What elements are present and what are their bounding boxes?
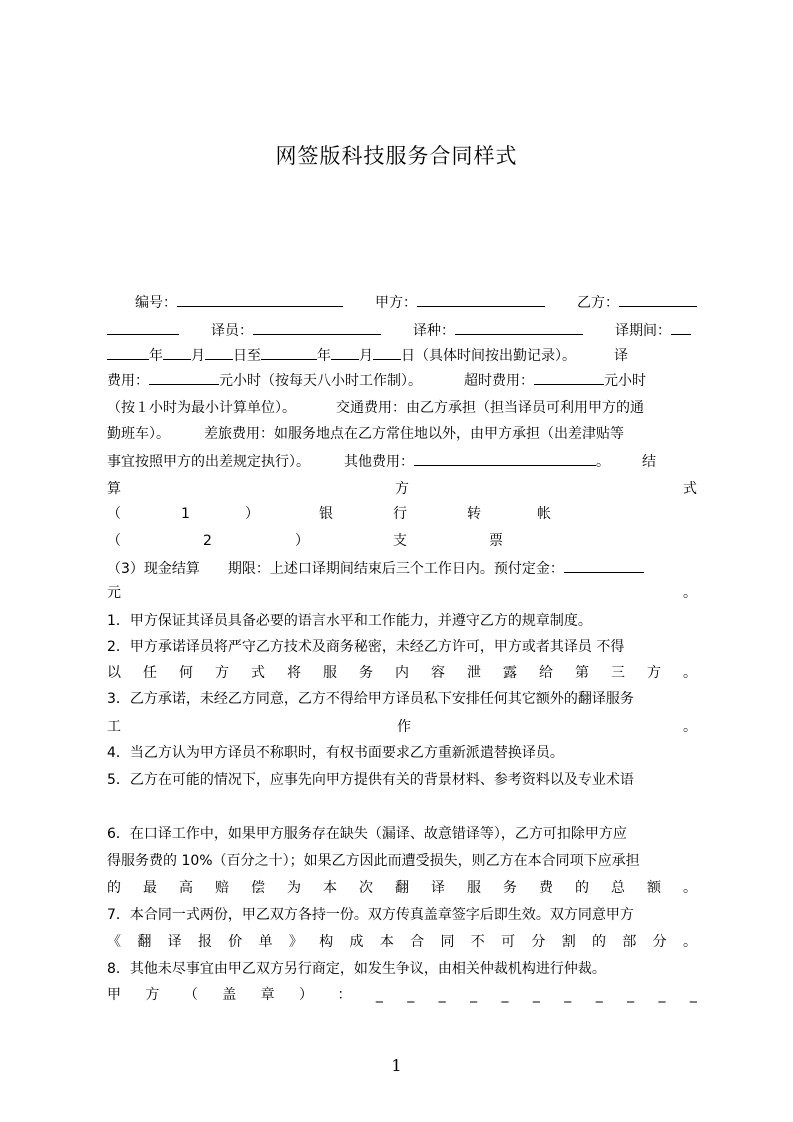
start-year-field[interactable] <box>107 346 149 360</box>
char: ） <box>295 533 309 549</box>
char: （ <box>107 533 121 549</box>
cash-line <box>107 559 644 578</box>
signature-blank[interactable]: _ <box>470 987 478 1003</box>
deposit-field[interactable] <box>564 559 644 573</box>
signature-blank[interactable]: _ <box>438 987 446 1003</box>
fee-line <box>107 371 646 390</box>
period-field[interactable] <box>671 321 691 335</box>
char: 次 <box>359 880 373 896</box>
char: 务 <box>359 665 373 681</box>
char: 银 <box>319 506 333 522</box>
fee-head: 译 <box>614 348 628 364</box>
clause-6-cont: 得服务费的 10%（百分之十）；如果乙方因此而遭受损失，则乙方在本合同项下应承担 <box>107 853 640 869</box>
cash-text: （3）现金结算 <box>107 561 200 577</box>
char: ） <box>299 987 314 1003</box>
header-line-2 <box>107 321 691 340</box>
char: 价 <box>228 934 243 950</box>
signature-blank[interactable]: _ <box>658 987 666 1003</box>
char: ： <box>337 987 352 1003</box>
day-to-label: 日至 <box>233 348 261 364</box>
char: ） <box>245 506 259 522</box>
end-month-field[interactable] <box>331 346 359 360</box>
char: 成 <box>349 934 364 950</box>
char: 服 <box>467 880 481 896</box>
signature-blank[interactable]: _ <box>627 987 635 1003</box>
contract-body <box>107 0 697 1122</box>
clause-1: 1．甲方保证其译员具备必要的语言水平和工作能力，并遵守乙方的规章制度。 <box>107 613 592 629</box>
clause-4: 4．当乙方认为甲方译员不称职时，有权书面要求乙方重新派遣替换译员。 <box>107 745 564 761</box>
char: 最 <box>143 880 157 896</box>
char: 费 <box>539 880 553 896</box>
char: （ <box>107 506 121 522</box>
char: 务 <box>503 880 517 896</box>
clause-7: 7．本合同一式两份，甲乙双方各持一份。双方传真盖章签字后即生效。双方同意甲方 <box>107 907 634 923</box>
other-fee-field[interactable] <box>414 452 596 466</box>
char: 本 <box>323 880 337 896</box>
fee-field[interactable] <box>149 371 219 385</box>
char: 式 <box>251 665 265 681</box>
char: 报 <box>197 934 212 950</box>
min-unit-note: （按１小时为最小计算单位）。 <box>107 400 296 416</box>
char: 甲 <box>107 987 121 1003</box>
clause-5: 5．乙方在可能的情况下，应事先向甲方提供有关的背景材料、参考资料以及专业术语 <box>107 772 634 788</box>
char: 方 <box>647 665 661 681</box>
char: 割 <box>561 934 576 950</box>
char: 何 <box>179 665 193 681</box>
clause-6-end <box>107 879 697 897</box>
party-a-field[interactable] <box>417 293 545 307</box>
party-b-field-cont[interactable] <box>107 321 179 335</box>
char: 将 <box>287 665 301 681</box>
char: 额 <box>647 880 661 896</box>
day-note: 日（具体时间按出勤记录）。 <box>401 348 576 364</box>
char: 票 <box>489 533 503 549</box>
char: 赔 <box>215 880 229 896</box>
char: 第 <box>575 665 589 681</box>
char: 部 <box>622 934 637 950</box>
month-label: 月 <box>359 348 373 364</box>
char: 支 <box>393 533 407 549</box>
end-day-field[interactable] <box>373 346 401 360</box>
signature-blank[interactable]: _ <box>501 987 509 1003</box>
char: 转 <box>467 506 481 522</box>
overtime-field[interactable] <box>534 371 604 385</box>
transport-text: 交通费用：由乙方承担（担当译员可利用甲方的通 <box>336 400 644 416</box>
year-label: 年 <box>149 348 163 364</box>
char: 露 <box>503 665 517 681</box>
char: 偿 <box>251 880 265 896</box>
char: 内 <box>395 665 409 681</box>
char: 的 <box>107 880 121 896</box>
char: 。 <box>683 880 697 896</box>
other-fee-label: 其他费用： <box>344 454 414 470</box>
start-day-field[interactable] <box>205 346 233 360</box>
overtime-unit: 元小时 <box>604 373 646 389</box>
party-a-label: 甲方： <box>375 295 417 311</box>
char: 单 <box>258 934 273 950</box>
char: 元 <box>107 585 121 601</box>
char: 为 <box>287 880 301 896</box>
signature-blank[interactable]: _ <box>375 987 383 1003</box>
language-label: 译种： <box>413 323 455 339</box>
start-month-field[interactable] <box>163 346 191 360</box>
period-label: 译期间： <box>615 323 671 339</box>
char: 可 <box>501 934 516 950</box>
char: 的 <box>575 880 589 896</box>
deadline-text: 期限：上述口译期间结束后三个工作日内。预付定金： <box>227 561 564 577</box>
char: 。 <box>682 934 697 950</box>
char: 1 <box>181 506 190 522</box>
char: 方 <box>395 481 409 497</box>
yuan-line <box>107 584 697 602</box>
char: 翻 <box>395 880 409 896</box>
char: （ <box>183 987 198 1003</box>
document-title: 网签版科技服务合同样式 <box>275 144 518 168</box>
char: 以 <box>107 665 121 681</box>
interpreter-label: 译员： <box>211 323 253 339</box>
char: 合 <box>410 934 425 950</box>
clause-6: 6．在口译工作中，如果甲方服务存在缺失（漏译、故意错译等），乙方可扣除甲方应 <box>107 826 627 842</box>
char: 方 <box>145 987 160 1003</box>
char: 同 <box>440 934 455 950</box>
fee-label: 费用： <box>107 373 149 389</box>
month-label: 月 <box>191 348 205 364</box>
char: 方 <box>215 665 229 681</box>
char: 译 <box>431 880 445 896</box>
year-label: 年 <box>317 348 331 364</box>
char: 泄 <box>467 665 481 681</box>
signature-blank[interactable]: _ <box>689 987 697 1003</box>
char: 容 <box>431 665 445 681</box>
char: 翻 <box>137 934 152 950</box>
signature-blank[interactable]: _ <box>532 987 540 1003</box>
number-field[interactable] <box>177 293 343 307</box>
char: 任 <box>143 665 157 681</box>
number-label: 编号： <box>135 295 177 311</box>
interpreter-field[interactable] <box>253 321 381 335</box>
char: 2 <box>203 533 212 549</box>
shuttle-text: 勤班车）。 <box>107 426 170 442</box>
clause-8: 8．其他未尽事宜由甲乙双方另行商定，如发生争议，由相关仲裁机构进行仲裁。 <box>107 961 606 977</box>
travel-text: 差旅费用：如服务地点在乙方常住地以外，由甲方承担（出差津贴等 <box>204 426 624 442</box>
other-fee-line <box>107 452 656 471</box>
signature-line <box>107 986 697 1004</box>
signature-blank[interactable]: _ <box>595 987 603 1003</box>
header-line-1 <box>107 293 697 312</box>
char: 。 <box>683 665 697 681</box>
char: 不 <box>470 934 485 950</box>
clause-7-cont <box>107 933 697 951</box>
char: 分 <box>652 934 667 950</box>
settlement-line-1 <box>107 480 697 498</box>
travel-rule: 事宜按照甲方的出差规定执行）。 <box>107 454 310 470</box>
char: 。 <box>683 585 697 601</box>
language-field[interactable] <box>455 321 583 335</box>
settle-head: 结 <box>642 454 656 470</box>
clause-2: 2．甲方承诺译员将严守乙方技术及商务秘密，未经乙方许可，甲方或者其译员 不得 <box>107 639 625 655</box>
page-number: 1 <box>391 1056 402 1075</box>
char: 译 <box>167 934 182 950</box>
header-line-3 <box>107 346 628 365</box>
char: 盖 <box>222 987 237 1003</box>
char: 分 <box>531 934 546 950</box>
fee-unit: 元小时（按每天八小时工作制）。 <box>219 373 422 389</box>
transport-line <box>107 399 644 417</box>
char: 行 <box>393 506 407 522</box>
overtime-label: 超时费用： <box>464 373 534 389</box>
char: 服 <box>323 665 337 681</box>
signature-blank[interactable]: _ <box>564 987 572 1003</box>
char: 的 <box>592 934 606 950</box>
end-year-field[interactable] <box>261 346 317 360</box>
char: 章 <box>260 987 275 1003</box>
char: 构 <box>319 934 334 950</box>
char: 作 <box>397 719 411 735</box>
char: 帐 <box>537 506 551 522</box>
party-b-field[interactable] <box>619 293 697 307</box>
char: 三 <box>611 665 625 681</box>
char: 高 <box>179 880 193 896</box>
char: 》 <box>288 934 303 950</box>
period-mark: 。 <box>596 454 610 470</box>
travel-line <box>107 425 624 443</box>
char: 总 <box>611 880 625 896</box>
clause-3: 3．乙方承诺，未经乙方同意，乙方不得给甲方译员私下安排任何其它额外的翻译服务 <box>107 691 634 707</box>
clause-2-cont <box>107 664 697 682</box>
char: 式 <box>683 481 697 497</box>
char: 算 <box>107 481 121 497</box>
char: 本 <box>379 934 394 950</box>
char: 工 <box>107 719 121 735</box>
signature-blank[interactable]: _ <box>407 987 415 1003</box>
char: 。 <box>683 719 697 735</box>
char: 《 <box>107 934 121 950</box>
party-b-label: 乙方： <box>577 295 619 311</box>
char: 给 <box>539 665 553 681</box>
